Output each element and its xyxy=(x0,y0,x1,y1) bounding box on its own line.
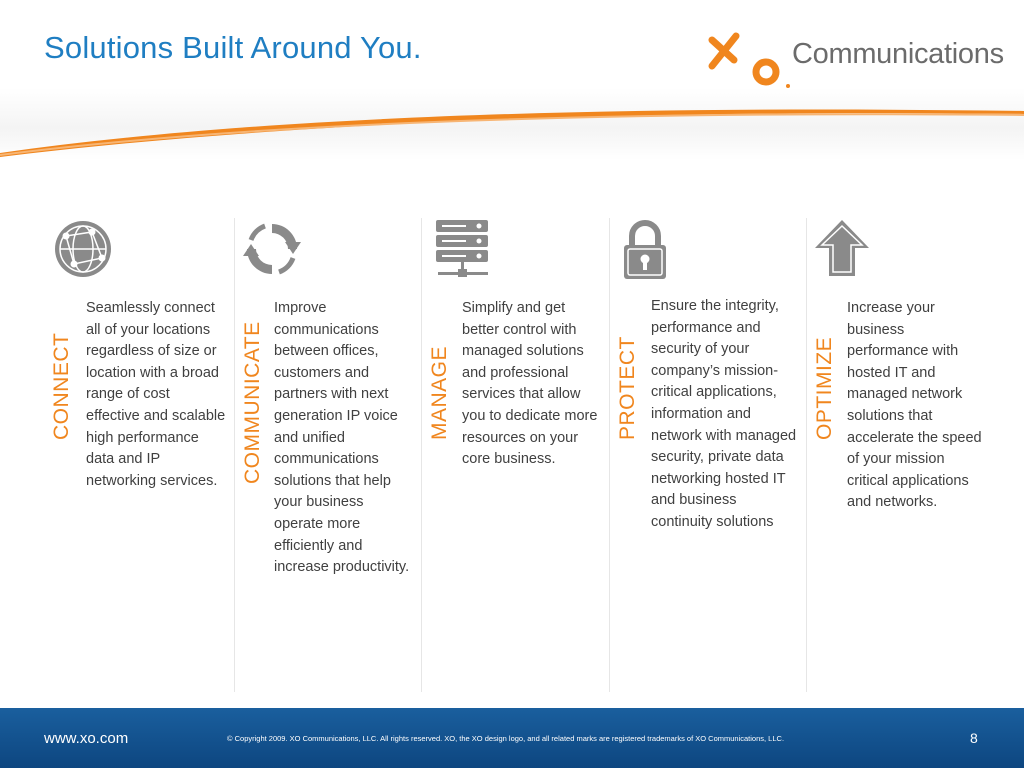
page-number: 8 xyxy=(970,730,978,746)
solution-column-optimize xyxy=(806,218,997,692)
column-label: OPTIMIZE xyxy=(813,336,836,440)
column-label: CONNECT xyxy=(50,332,73,440)
server-stack-icon xyxy=(432,218,494,280)
solution-column-communicate xyxy=(234,218,422,692)
column-description: Seamlessly connect all of your locations regardless of size or location with a broad range of cost effective and scalable high performance data and IP networking services. xyxy=(86,300,226,489)
solution-column-connect xyxy=(44,218,234,692)
footer-bar xyxy=(0,708,1024,768)
up-arrow-icon xyxy=(811,218,873,280)
footer-copyright: © Copyright 2009. XO Communications, LLC. All rights reserved. XO, the XO design logo, and all related marks are registered trademarks of XO Communications, LLC. xyxy=(227,734,785,743)
page-title: Solutions Built Around You. xyxy=(44,30,422,65)
sync-arrows-icon xyxy=(241,218,303,280)
xo-logo-mark xyxy=(706,24,796,94)
column-description: Simplify and get better control with managed solutions and professional services that allow you to dedicate more resources on your core business. xyxy=(462,300,598,468)
column-label: MANAGE xyxy=(428,345,451,440)
column-description: Improve communications between offices, customers and partners with next generation IP voice and unified communications solutions that help your business operate more efficiently and increase productivity. xyxy=(274,300,410,576)
column-label: PROTECT xyxy=(616,336,639,440)
solution-column-protect xyxy=(609,218,807,692)
padlock-icon xyxy=(614,218,676,280)
solution-column-manage xyxy=(421,218,610,692)
column-label: COMMUNICATE xyxy=(241,321,264,484)
column-description: Increase your business performance with hosted IT and managed network solutions that accelerate the speed of your mission critical applications and networks. xyxy=(847,300,982,511)
footer-website-link[interactable]: www.xo.com xyxy=(44,730,129,747)
globe-network-icon xyxy=(52,218,114,280)
orange-swoosh-divider xyxy=(0,95,1024,165)
logo-wordmark: Communications xyxy=(792,38,1004,70)
xo-logo xyxy=(706,24,1006,94)
column-description: Ensure the integrity, performance and security of your company’s mission-critical applications, information and network with managed security, private data networking hosted IT and business continuity solutions xyxy=(651,298,797,530)
